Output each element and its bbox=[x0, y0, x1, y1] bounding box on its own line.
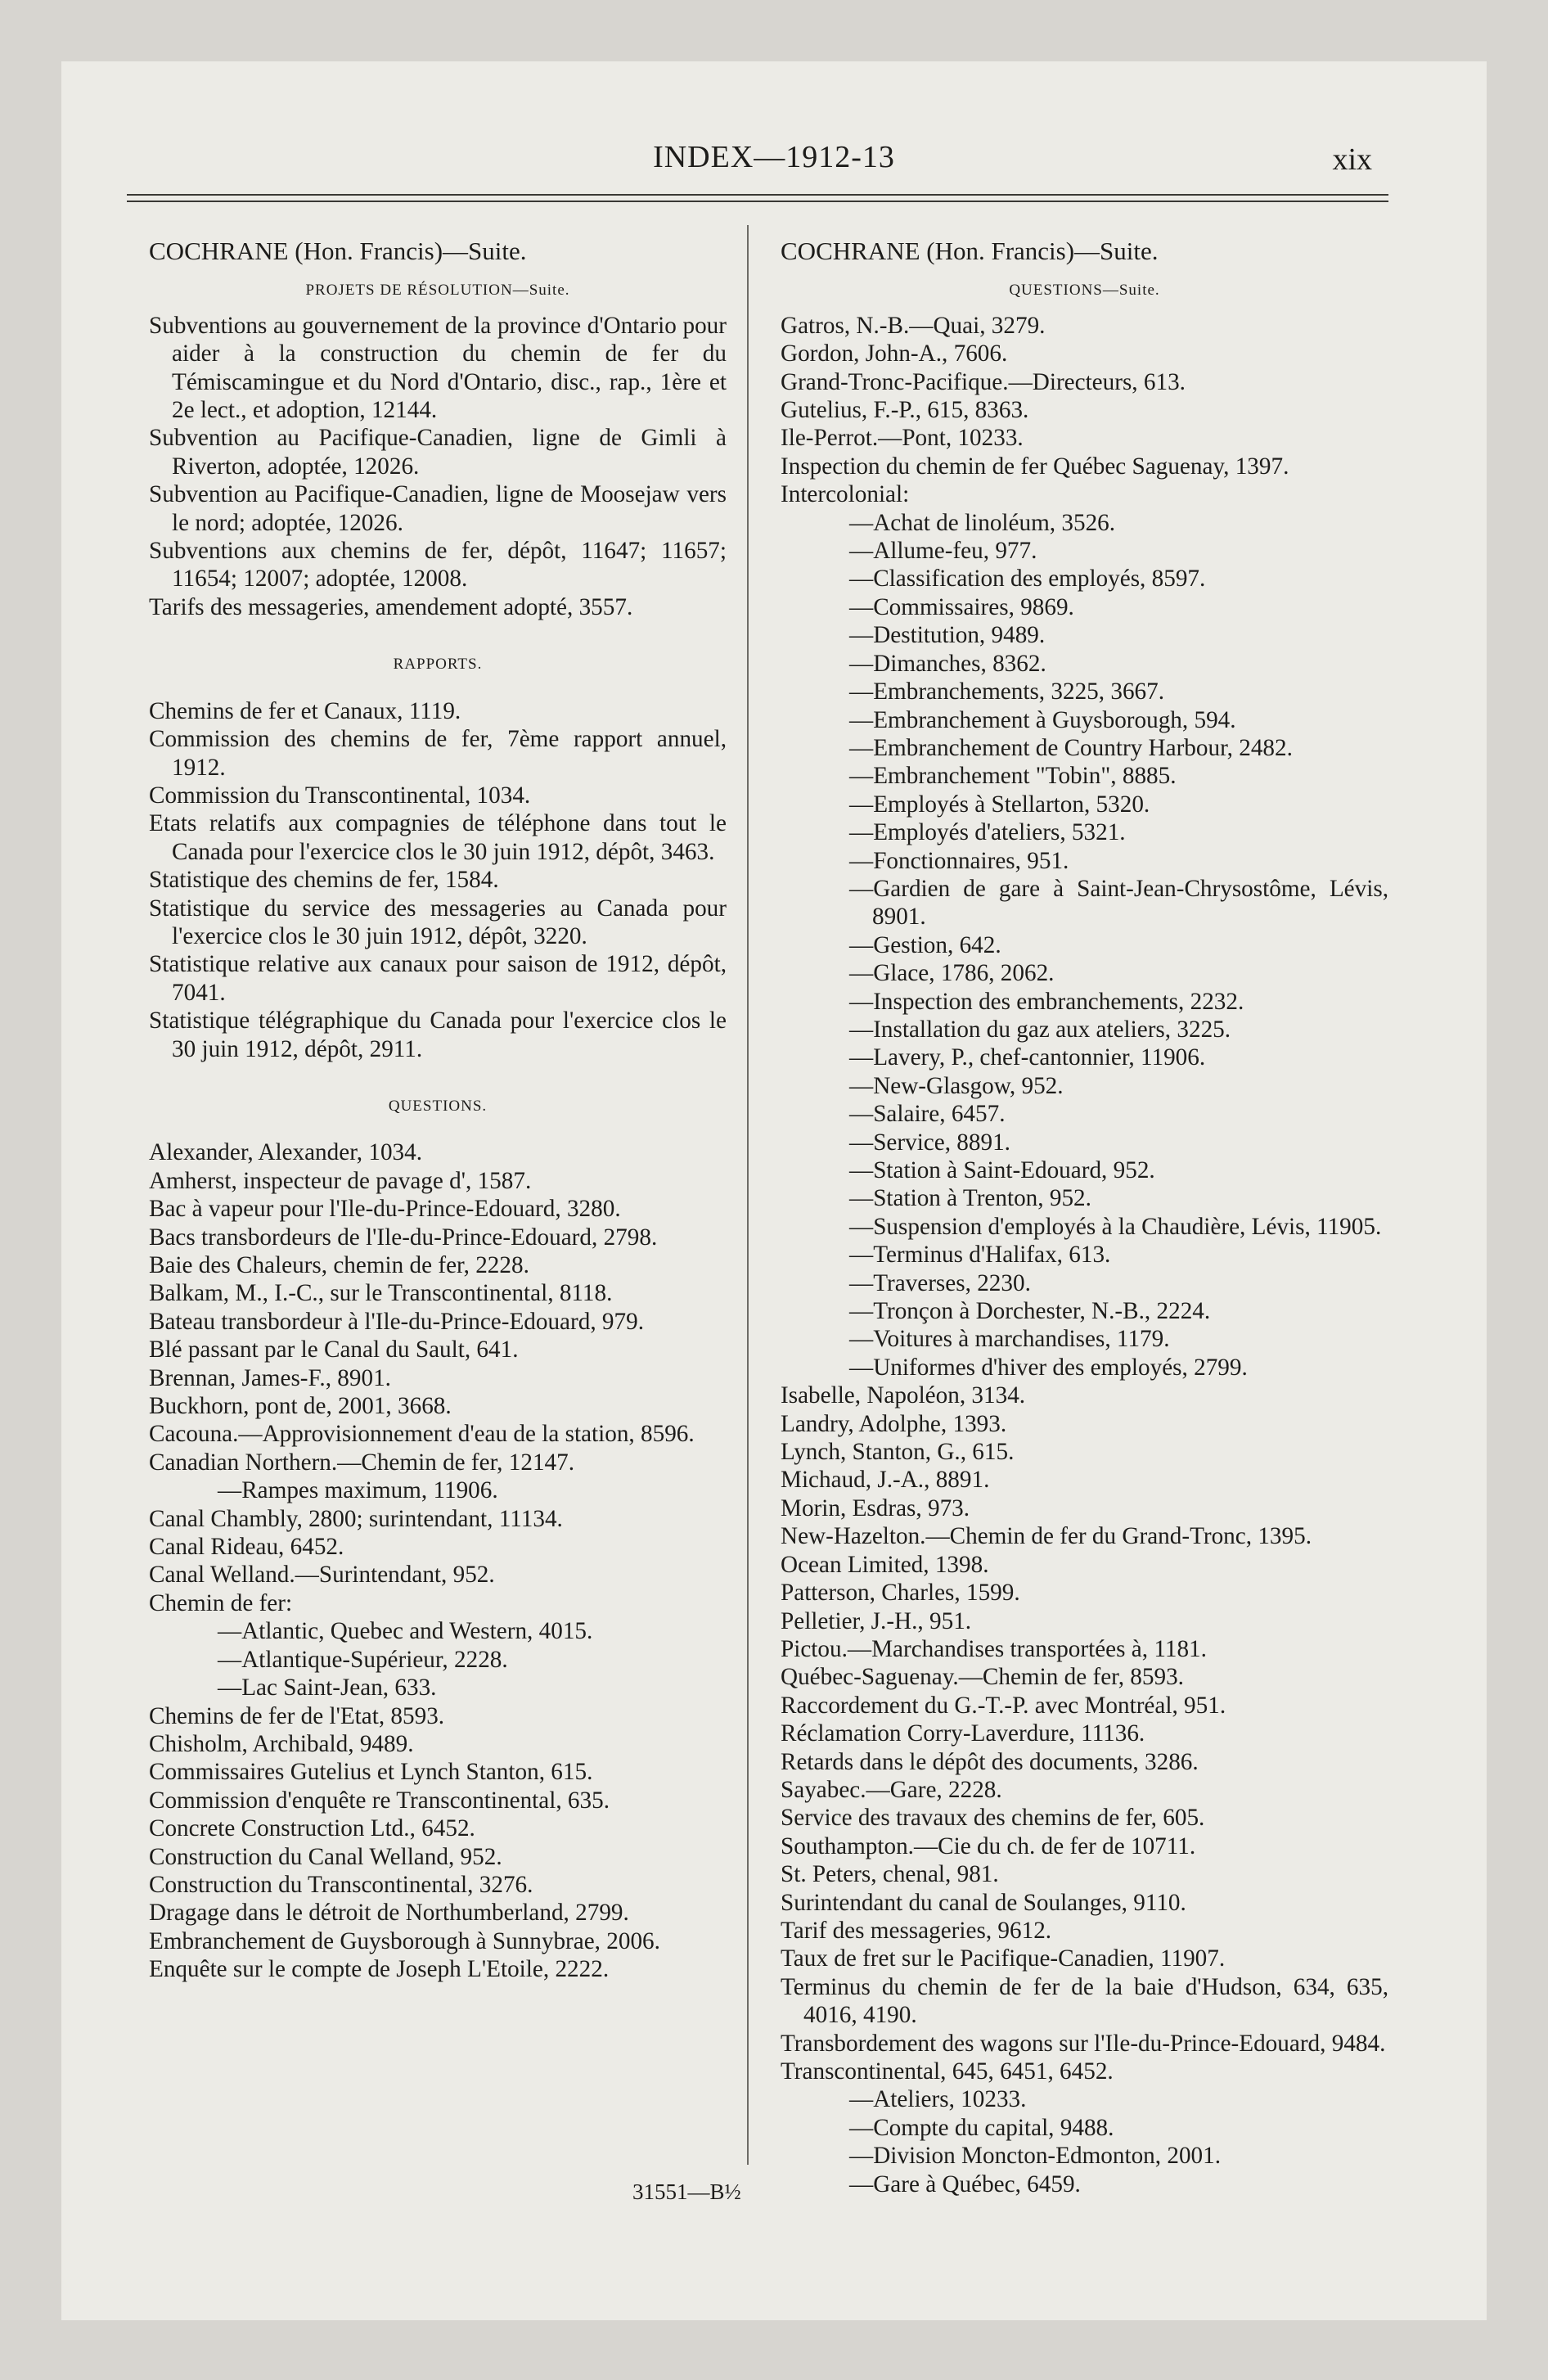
index-entry: Service des travaux des chemins de fer, 605. bbox=[781, 1805, 1205, 1832]
right-column bbox=[781, 237, 1388, 2198]
index-entry: —Embranchement de Country Harbour, 2482. bbox=[849, 734, 1293, 761]
index-entry: Transbordement des wagons sur l'Ile-du-Prince-Edouard, 9484. bbox=[781, 2030, 1386, 2057]
index-entry: —Atlantic, Quebec and Western, 4015. bbox=[218, 1618, 593, 1645]
index-entry: Canal Welland.—Surintendant, 952. bbox=[149, 1562, 495, 1589]
index-entry: —Gestion, 642. bbox=[849, 931, 1001, 958]
index-entry: Bateau transbordeur à l'Ile-du-Prince-Edouard, 979. bbox=[149, 1308, 644, 1335]
index-entry: Raccordement du G.-T.-P. avec Montréal, 951. bbox=[781, 1692, 1226, 1719]
index-entry: —Compte du capital, 9488. bbox=[849, 2114, 1114, 2141]
left-column bbox=[149, 237, 727, 1984]
index-entry: Gatros, N.-B.—Quai, 3279. bbox=[781, 312, 1046, 339]
index-entry: Baie des Chaleurs, chemin de fer, 2228. bbox=[149, 1252, 529, 1278]
index-entry: Ocean Limited, 1398. bbox=[781, 1551, 989, 1578]
index-entry: Inspection du chemin de fer Québec Saguenay, 1397. bbox=[781, 453, 1289, 480]
index-entry: Construction du Canal Welland, 952. bbox=[149, 1843, 502, 1870]
index-entry: —Traverses, 2230. bbox=[849, 1269, 1031, 1296]
index-entry: Canadian Northern.—Chemin de fer, 12147. bbox=[149, 1449, 575, 1476]
left-column-title: COCHRANE (Hon. Francis)—Suite. bbox=[149, 237, 527, 265]
index-entry: Chisholm, Archibald, 9489. bbox=[149, 1730, 414, 1757]
index-entry: Transcontinental, 645, 6451, 6452. bbox=[781, 2058, 1114, 2085]
index-entry: Pelletier, J.-H., 951. bbox=[781, 1607, 972, 1634]
index-entry: Statistique télégraphique du Canada pour l'exercice clos le 30 juin 1912, dépôt, 2911. bbox=[149, 1007, 727, 1062]
index-entry: Bacs transbordeurs de l'Ile-du-Prince-Edouard, 2798. bbox=[149, 1224, 658, 1251]
index-entry: —Installation du gaz aux ateliers, 3225. bbox=[849, 1016, 1231, 1043]
index-entry: —Voitures à marchandises, 1179. bbox=[849, 1326, 1170, 1353]
section-heading: RAPPORTS. bbox=[393, 656, 483, 674]
left-sections bbox=[149, 277, 727, 1983]
index-entry: —Inspection des embranchements, 2232. bbox=[849, 988, 1244, 1015]
index-entry: —Terminus d'Halifax, 613. bbox=[849, 1242, 1111, 1269]
index-entry: —New-Glasgow, 952. bbox=[849, 1072, 1064, 1099]
section-heading: QUESTIONS. bbox=[388, 1097, 488, 1115]
index-entry: —Lavery, P., chef-cantonnier, 11906. bbox=[849, 1044, 1206, 1071]
index-entry: Gutelius, F.-P., 615, 8363. bbox=[781, 397, 1029, 424]
index-entry: —Embranchements, 3225, 3667. bbox=[849, 678, 1165, 705]
index-entry: —Achat de linoléum, 3526. bbox=[849, 509, 1116, 536]
index-entry: Embranchement de Guysborough à Sunnybrae, 2006. bbox=[149, 1927, 660, 1954]
right-column-title: COCHRANE (Hon. Francis)—Suite. bbox=[781, 237, 1159, 265]
index-entry: —Allume-feu, 977. bbox=[849, 538, 1037, 565]
index-entry: Sayabec.—Gare, 2228. bbox=[781, 1776, 1002, 1803]
index-entry: Chemins de fer de l'Etat, 8593. bbox=[149, 1702, 445, 1729]
column-divider bbox=[747, 225, 749, 2165]
page-number: xix bbox=[1332, 142, 1372, 177]
index-entry: Statistique relative aux canaux pour saison de 1912, dépôt, 7041. bbox=[149, 951, 727, 1006]
index-entry: Canal Chambly, 2800; surintendant, 11134. bbox=[149, 1505, 563, 1532]
index-entry: Chemin de fer: bbox=[149, 1589, 293, 1616]
index-entry: Concrete Construction Ltd., 6452. bbox=[149, 1815, 475, 1842]
index-entry: Lynch, Stanton, G., 615. bbox=[781, 1439, 1015, 1466]
index-entry: Morin, Esdras, 973. bbox=[781, 1494, 970, 1521]
index-entry: Buckhorn, pont de, 2001, 3668. bbox=[149, 1393, 452, 1420]
index-entry: Construction du Transcontinental, 3276. bbox=[149, 1871, 533, 1898]
index-entry: —Atlantique-Supérieur, 2228. bbox=[218, 1646, 508, 1673]
index-entry: Terminus du chemin de fer de la baie d'Hudson, 634, 635, 4016, 4190. bbox=[781, 1973, 1388, 2029]
index-entry: Alexander, Alexander, 1034. bbox=[149, 1139, 423, 1166]
index-entry: —Division Moncton-Edmonton, 2001. bbox=[849, 2143, 1222, 2170]
index-entry: Chemins de fer et Canaux, 1119. bbox=[149, 697, 461, 724]
section-heading: PROJETS DE RÉSOLUTION—Suite. bbox=[305, 282, 570, 300]
index-entry: Dragage dans le détroit de Northumberland, 2799. bbox=[149, 1900, 629, 1927]
index-entry: Commissaires Gutelius et Lynch Stanton, 615. bbox=[149, 1759, 593, 1786]
index-entry: —Lac Saint-Jean, 633. bbox=[218, 1675, 437, 1702]
index-entry: Bac à vapeur pour l'Ile-du-Prince-Edouard, 3280. bbox=[149, 1196, 621, 1223]
index-entry: Commission d'enquête re Transcontinental, 635. bbox=[149, 1787, 610, 1814]
index-entry: —Rampes maximum, 11906. bbox=[218, 1477, 498, 1504]
index-entry: Subvention au Pacifique-Canadien, ligne de Moosejaw vers le nord; adoptée, 12026. bbox=[149, 481, 727, 536]
index-entry: Statistique des chemins de fer, 1584. bbox=[149, 867, 499, 894]
header-rule bbox=[127, 194, 1388, 202]
page-title: INDEX—1912-13 bbox=[653, 140, 895, 174]
index-entry: Balkam, M., I.-C., sur le Transcontinental, 8118. bbox=[149, 1280, 613, 1307]
index-entry: —Uniformes d'hiver des employés, 2799. bbox=[849, 1354, 1248, 1381]
index-entry: Québec-Saguenay.—Chemin de fer, 8593. bbox=[781, 1664, 1184, 1691]
index-entry: —Dimanches, 8362. bbox=[849, 650, 1046, 677]
index-entry: Michaud, J.-A., 8891. bbox=[781, 1467, 990, 1494]
index-entry: —Employés d'ateliers, 5321. bbox=[849, 819, 1126, 846]
index-entry: Isabelle, Napoléon, 3134. bbox=[781, 1382, 1026, 1409]
index-entry: Surintendant du canal de Soulanges, 9110. bbox=[781, 1889, 1186, 1916]
index-entry: Pictou.—Marchandises transportées à, 1181. bbox=[781, 1635, 1207, 1662]
index-entry: —Service, 8891. bbox=[849, 1129, 1010, 1156]
index-entry: Commission du Transcontinental, 1034. bbox=[149, 782, 531, 809]
index-entry: Gordon, John-A., 7606. bbox=[781, 340, 1008, 367]
index-entry: Réclamation Corry-Laverdure, 11136. bbox=[781, 1720, 1145, 1747]
index-entry: Tarifs des messageries, amendement adopté, 3557. bbox=[149, 593, 633, 620]
index-entry: —Embranchement "Tobin", 8885. bbox=[849, 763, 1177, 790]
index-entry: Commission des chemins de fer, 7ème rapport annuel, 1912. bbox=[149, 726, 727, 781]
index-entry: —Salaire, 6457. bbox=[849, 1101, 1006, 1128]
index-entry: New-Hazelton.—Chemin de fer du Grand-Tronc, 1395. bbox=[781, 1523, 1312, 1550]
index-entry: —Commissaires, 9869. bbox=[849, 593, 1074, 620]
index-entry: Canal Rideau, 6452. bbox=[149, 1534, 344, 1561]
index-entry: —Gardien de gare à Saint-Jean-Chrysostôme, Lévis, 8901. bbox=[849, 875, 1388, 931]
index-entry: —Glace, 1786, 2062. bbox=[849, 960, 1055, 987]
index-entry: —Classification des employés, 8597. bbox=[849, 566, 1206, 593]
index-entry: Etats relatifs aux compagnies de téléphone dans tout le Canada pour l'exercice clos le 30 juin 1912, dépôt, 3463. bbox=[149, 810, 727, 865]
index-entry: —Destitution, 9489. bbox=[849, 622, 1046, 649]
index-entry: —Fonctionnaires, 951. bbox=[849, 847, 1069, 874]
index-entry: Subventions au gouvernement de la province d'Ontario pour aider à la construction du chemin de fer du Témiscamingue et du Nord d'Ontario, disc., rap., 1ère et 2e lect., et adoption, 12144. bbox=[149, 312, 727, 424]
index-entry: Grand-Tronc-Pacifique.—Directeurs, 613. bbox=[781, 368, 1186, 395]
index-entry: Patterson, Charles, 1599. bbox=[781, 1580, 1020, 1607]
index-entry: —Embranchement à Guysborough, 594. bbox=[849, 706, 1236, 733]
index-entry: —Station à Trenton, 952. bbox=[849, 1185, 1091, 1212]
index-entry: Retards dans le dépôt des documents, 3286. bbox=[781, 1748, 1199, 1775]
index-entry: —Tronçon à Dorchester, N.-B., 2224. bbox=[849, 1298, 1211, 1325]
section-heading: QUESTIONS—Suite. bbox=[1009, 282, 1160, 300]
index-entry: —Gare à Québec, 6459. bbox=[849, 2170, 1081, 2197]
index-entry: Tarif des messageries, 9612. bbox=[781, 1917, 1052, 1944]
index-entry: Taux de fret sur le Pacifique-Canadien, 11907. bbox=[781, 1945, 1226, 1972]
document-page bbox=[61, 61, 1487, 2320]
index-entry: Ile-Perrot.—Pont, 10233. bbox=[781, 425, 1024, 452]
index-entry: Blé passant par le Canal du Sault, 641. bbox=[149, 1336, 519, 1364]
index-entry: Statistique du service des messageries au Canada pour l'exercice clos le 30 juin 1912, dépôt, 3220. bbox=[149, 895, 727, 949]
index-entry: Cacouna.—Approvisionnement d'eau de la station, 8596. bbox=[149, 1421, 695, 1448]
index-entry: Enquête sur le compte de Joseph L'Etoile, 2222. bbox=[149, 1956, 610, 1983]
right-entries bbox=[781, 312, 1388, 2198]
index-entry: Landry, Adolphe, 1393. bbox=[781, 1410, 1007, 1437]
index-entry: Intercolonial: bbox=[781, 481, 910, 508]
index-entry: Southampton.—Cie du ch. de fer de 10711. bbox=[781, 1832, 1196, 1859]
index-entry: St. Peters, chenal, 981. bbox=[781, 1861, 999, 1888]
signature-mark: 31551—B½ bbox=[632, 2179, 741, 2204]
index-entry: —Station à Saint-Edouard, 952. bbox=[849, 1157, 1155, 1183]
index-entry: Subventions aux chemins de fer, dépôt, 11647; 11657; 11654; 12007; adoptée, 12008. bbox=[149, 538, 727, 593]
index-entry: Subvention au Pacifique-Canadien, ligne de Gimli à Riverton, adoptée, 12026. bbox=[149, 425, 727, 480]
index-entry: Brennan, James-F., 8901. bbox=[149, 1364, 391, 1391]
index-entry: —Suspension d'employés à la Chaudière, Lévis, 11905. bbox=[849, 1213, 1382, 1240]
index-entry: —Ateliers, 10233. bbox=[849, 2086, 1027, 2113]
index-entry: —Employés à Stellarton, 5320. bbox=[849, 791, 1150, 818]
index-entry: Amherst, inspecteur de pavage d', 1587. bbox=[149, 1167, 532, 1194]
